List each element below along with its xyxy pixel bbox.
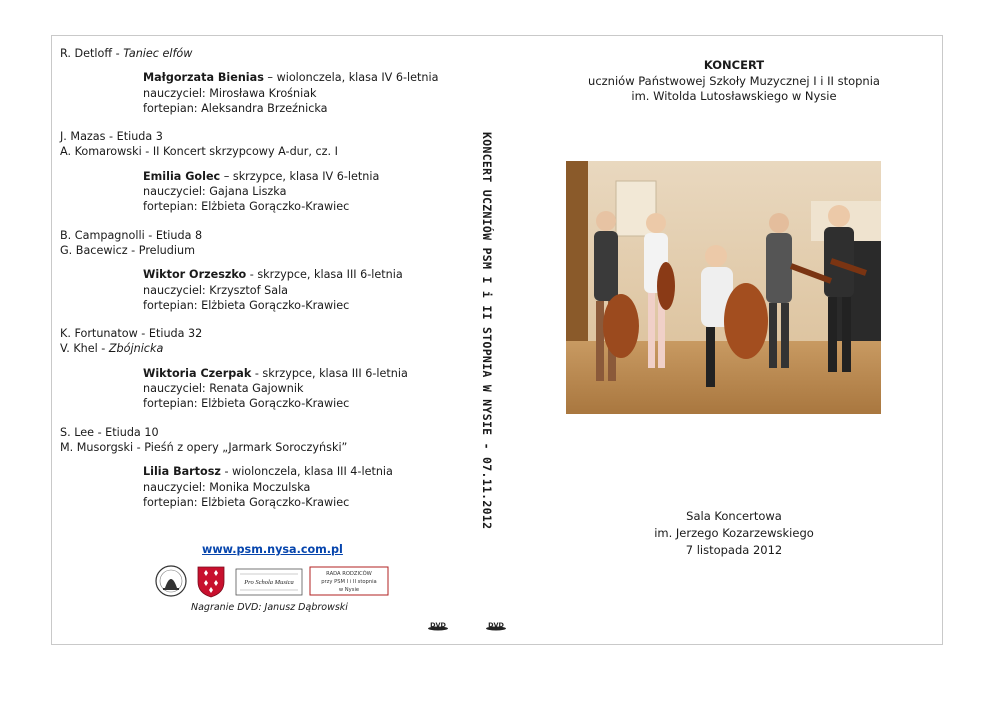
dvd-logo-icon [426, 621, 450, 631]
accompanist: fortepian: Elżbieta Gorączko-Krawiec [143, 200, 350, 214]
teacher: nauczyciel: Renata Gajownik [143, 382, 304, 396]
composer: M. Musorgski - [60, 440, 145, 454]
website-link[interactable]: www.psm.nysa.com.pl [202, 543, 343, 556]
performer-desc: - wiolonczela, klasa III 4-letnia [220, 465, 393, 479]
teacher: nauczyciel: Mirosława Krośniak [143, 86, 317, 100]
concert-date: 7 listopada 2012 [685, 543, 783, 557]
accompanist: fortepian: Elżbieta Gorączko-Krawiec [143, 397, 350, 411]
spine [482, 132, 506, 552]
program-piece [60, 440, 470, 455]
dvd-logo-text: DVD [488, 621, 504, 629]
venue-patron: im. Jerzego Kozarzewskiego [654, 526, 814, 540]
performer-desc: – skrzypce, klasa IV 6-letnia [220, 169, 380, 183]
composer: R. Detloff - [60, 47, 124, 60]
accompanist: fortepian: Aleksandra Brzeźnicka [143, 101, 328, 115]
performer-block [143, 70, 470, 116]
composer: S. Lee - [60, 425, 106, 439]
piece-title: Etiuda 3 [116, 130, 163, 144]
composer: A. Komarowski - [60, 145, 153, 159]
school-line-2: im. Witolda Lutosławskiego w Nysie [631, 89, 837, 103]
piece-title: Etiuda 8 [155, 228, 203, 242]
dvd-logo-text: DVD [430, 621, 446, 629]
accompanist: fortepian: Elżbieta Gorączko-Krawiec [143, 495, 350, 509]
performer-name: Wiktoria Czerpak [143, 366, 252, 380]
accompanist: fortepian: Elżbieta Gorączko-Krawiec [143, 298, 350, 312]
piece-title: Etiuda 32 [148, 327, 203, 341]
performers-photo [566, 161, 881, 414]
performer-block [143, 464, 470, 510]
concert-heading: KONCERT [703, 58, 765, 72]
spine-title: KONCERT UCZNIÓW PSM I i II STOPNIA W NYSIE - 07.11.2012 [480, 132, 494, 530]
school-emblem-icon [156, 566, 186, 596]
piece-title: II Koncert skrzypcowy A-dur, cz. I [152, 145, 338, 159]
piece-title: Pieśń z opery „Jarmark Soroczyński” [144, 440, 348, 454]
venue-hall: Sala Koncertowa [686, 509, 782, 523]
performer-block [143, 267, 470, 313]
program-piece [60, 144, 470, 159]
venue-info [544, 508, 924, 559]
composer: B. Campagnolli - [60, 228, 156, 242]
performer-desc: - skrzypce, klasa III 6-letnia [251, 366, 408, 380]
performer-desc: – wiolonczela, klasa IV 6-letnia [263, 71, 439, 85]
recording-credit: Nagranie DVD: Janusz Dąbrowski [191, 602, 348, 613]
city-crest-icon [198, 567, 224, 597]
composer: K. Fortunatow - [60, 327, 149, 341]
rada-rodzicow-logo [310, 567, 388, 595]
performer-name: Emilia Golec [143, 169, 221, 183]
performer-name: Lilia Bartosz [143, 465, 221, 479]
teacher: nauczyciel: Monika Moczulska [143, 480, 311, 494]
program-piece [60, 46, 470, 61]
school-line-1: uczniów Państwowej Szkoły Muzycznej I i II stopnia [588, 73, 880, 88]
program-piece [60, 425, 470, 440]
piece-title: Preludium [138, 243, 195, 257]
performer-desc: - skrzypce, klasa III 6-letnia [246, 268, 403, 282]
teacher: nauczyciel: Gajana Liszka [143, 185, 287, 199]
program-piece [60, 228, 470, 243]
piece-title: Taniec elfów [123, 47, 193, 60]
pro-schola-text: Pro Schola Musica [244, 579, 294, 586]
rada-line-3: w Nysie [338, 587, 360, 593]
composer: V. Khel - [60, 342, 109, 356]
dvd-cover [51, 35, 943, 645]
performer-block [143, 366, 470, 412]
performer-name: Wiktor Orzeszko [143, 268, 247, 282]
program-piece [60, 326, 470, 341]
rada-line-1: RADA RODZICÓW [326, 571, 372, 577]
piece-title: Etiuda 10 [105, 425, 159, 439]
program-piece [60, 341, 470, 356]
pro-schola-musica-logo [236, 569, 302, 595]
program-piece [60, 243, 470, 258]
sponsor-logos [154, 564, 394, 598]
rada-line-2: przy PSM I i II stopnia [321, 579, 377, 585]
front-header [544, 58, 924, 105]
composer: J. Mazas - [60, 130, 117, 144]
program-piece [60, 129, 470, 144]
composer: G. Bacewicz - [60, 243, 139, 257]
piece-title: Zbójnicka [108, 342, 164, 356]
program-list [60, 46, 470, 523]
teacher: nauczyciel: Krzysztof Sala [143, 283, 289, 297]
dvd-logo-icon [484, 621, 508, 631]
performer-block [143, 169, 470, 215]
performer-name: Małgorzata Bienias [143, 71, 264, 85]
